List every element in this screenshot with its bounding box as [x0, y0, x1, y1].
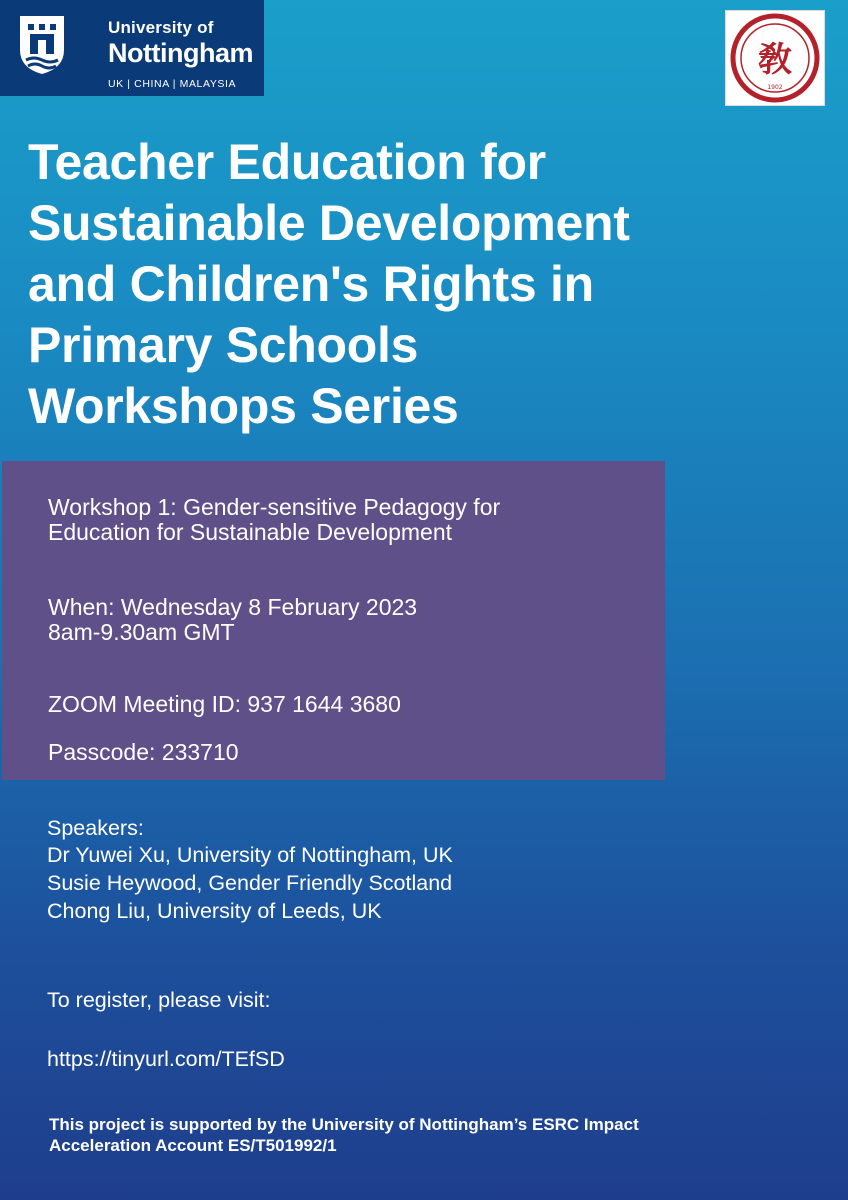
- workshop-title-line2: Education for Sustainable Development: [48, 519, 453, 545]
- zoom-passcode: Passcode: 233710: [48, 739, 239, 765]
- seal-year: 1902: [767, 84, 783, 91]
- speaker-item: Chong Liu, University of Leeds, UK: [47, 899, 382, 923]
- university-logo: [0, 0, 264, 96]
- title-line: Primary Schools: [28, 317, 419, 373]
- funding-note-line2: Acceleration Account ES/T501992/1: [49, 1136, 337, 1155]
- speaker-item: Dr Yuwei Xu, University of Nottingham, UK: [47, 843, 453, 867]
- logo-campuses: UK | CHINA | MALAYSIA: [108, 78, 237, 90]
- register-label: To register, please visit:: [47, 988, 271, 1012]
- university-seal-icon: [726, 11, 824, 105]
- title-line: Teacher Education for: [28, 134, 546, 190]
- logo-nottingham: Nottingham: [108, 38, 253, 68]
- workshop-time: 8am-9.30am GMT: [48, 619, 235, 645]
- workshop-date: When: Wednesday 8 February 2023: [48, 594, 418, 620]
- workshop-info-box: [2, 461, 665, 780]
- poster-title: [28, 132, 828, 437]
- register-link[interactable]: https://tinyurl.com/TEfSD: [47, 1047, 285, 1071]
- seal-glyph: 敎: [758, 40, 792, 80]
- partner-seal: [725, 10, 825, 106]
- castle-shield-icon: [18, 14, 66, 76]
- workshop-title-line1: Workshop 1: Gender-sensitive Pedagogy for: [48, 494, 501, 520]
- title-line: and Children's Rights in: [28, 256, 594, 312]
- zoom-meeting-id: ZOOM Meeting ID: 937 1644 3680: [48, 691, 401, 717]
- funding-note-line1: This project is supported by the University of Nottingham’s ESRC Impact: [49, 1115, 639, 1134]
- speakers-heading: Speakers:: [47, 816, 144, 840]
- title-line: Sustainable Development: [28, 195, 630, 251]
- logo-university-of: University of: [108, 18, 214, 37]
- speaker-item: Susie Heywood, Gender Friendly Scotland: [47, 871, 453, 895]
- funding-note: [49, 1114, 639, 1156]
- title-line: Workshops Series: [28, 378, 459, 434]
